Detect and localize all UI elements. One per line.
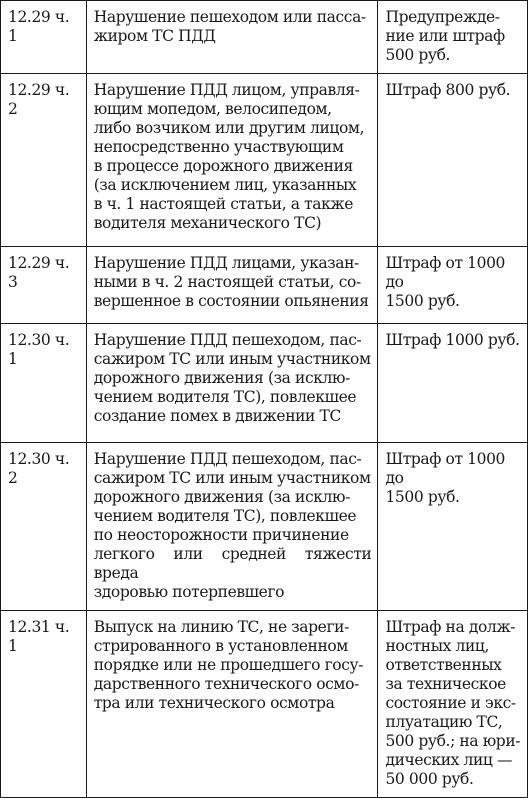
penalty-cell: Штраф от 1000 до 1500 руб. <box>378 247 528 324</box>
table-row <box>1 324 528 443</box>
table-row <box>1 247 528 324</box>
penalty-cell: Штраф 800 руб. <box>378 74 528 247</box>
penalty-cell: Предупрежде- ние или штраф 500 руб. <box>378 1 528 74</box>
table-row <box>1 443 528 611</box>
description-cell: Выпуск на линию ТС, не зареги- стрированного в установленном порядке или не прошедшего госу- дарственного технического осмо- тра или технического осмотра <box>86 611 378 798</box>
table-row <box>1 611 528 798</box>
penalty-cell: Штраф от 1000 до 1500 руб. <box>378 443 528 611</box>
article-cell: 12.29 ч. 2 <box>1 74 87 247</box>
description-cell: Нарушение ПДД пешеходом, пас- сажиром ТС или иным участником дорожного движения (за исклю- чением водителя ТС), повлекшее по неосторожности причинение легкого или средней тяжести вреда здоровью потерпевшего <box>86 443 378 611</box>
table-row <box>1 1 528 74</box>
article-cell: 12.30 ч. 2 <box>1 443 87 611</box>
article-cell: 12.30 ч. 1 <box>1 324 87 443</box>
description-cell: Нарушение ПДД лицом, управля- ющим мопедом, велосипедом, либо возчиком или другим лицом, непосредственно участвующим в процессе дорожного движения (за исключением лиц, указанных в ч. 1 настоящей статьи, а также водителя механического ТС) <box>86 74 378 247</box>
article-cell: 12.29 ч. 3 <box>1 247 87 324</box>
description-cell: Нарушение пешеходом или пасса- жиром ТС ПДД <box>86 1 378 74</box>
penalty-cell: Штраф на долж- ностных лиц, ответственных за техническое состояние и экс- плуатацию ТС, 500 руб.; на юри- дических лиц — 50 000 руб. <box>378 611 528 798</box>
penalty-cell: Штраф 1000 руб. <box>378 324 528 443</box>
article-cell: 12.29 ч. 1 <box>1 1 87 74</box>
description-cell: Нарушение ПДД пешеходом, пас- сажиром ТС или иным участником дорожного движения (за исклю- чением водителя ТС), повлекшее создание помех в движении ТС <box>86 324 378 443</box>
article-cell: 12.31 ч. 1 <box>1 611 87 798</box>
description-cell: Нарушение ПДД лицами, указан- ными в ч. 2 настоящей статьи, со- вершенное в состоянии опьянения <box>86 247 378 324</box>
table-row <box>1 74 528 247</box>
